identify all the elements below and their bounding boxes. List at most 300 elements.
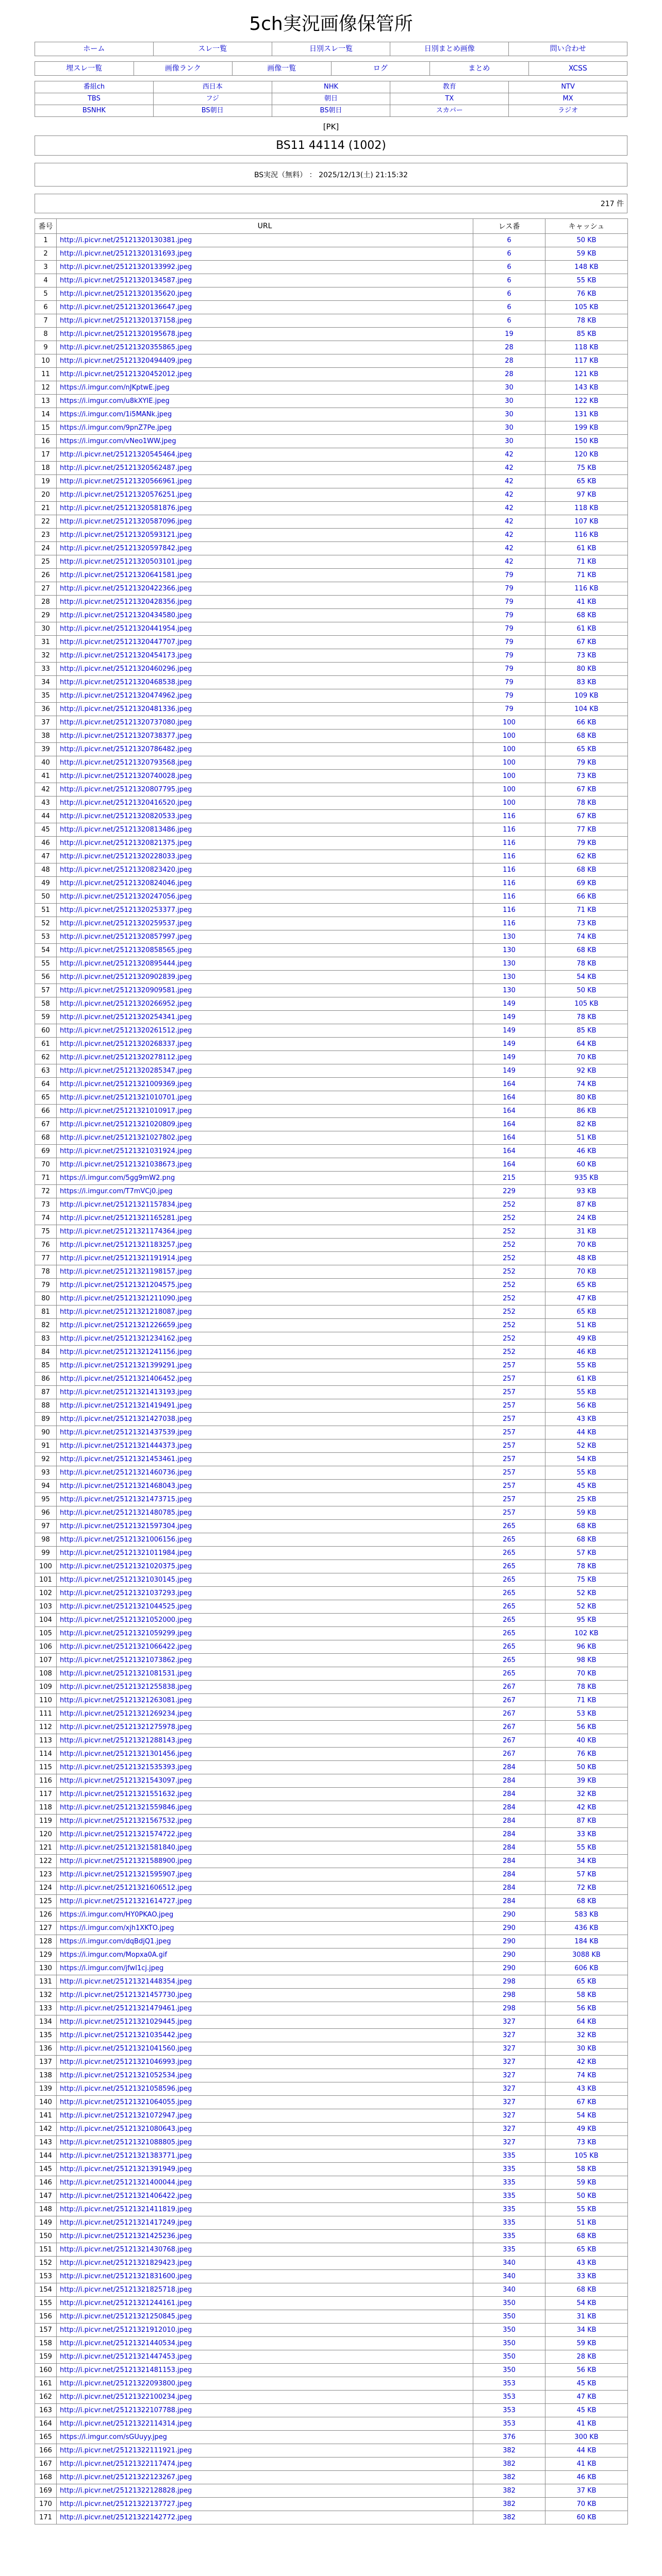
res-number-link[interactable]: 257 — [473, 1453, 545, 1466]
res-number-link[interactable]: 130 — [473, 944, 545, 957]
image-url-link[interactable]: http://i.picvr.net/25121320135620.jpeg — [60, 290, 192, 298]
cache-link[interactable]: 57 KB — [545, 1547, 628, 1560]
cache-link[interactable]: 65 KB — [545, 1975, 628, 1989]
cache-link[interactable]: 45 KB — [545, 1480, 628, 1493]
res-number-link[interactable]: 327 — [473, 2082, 545, 2096]
cache-link[interactable]: 78 KB — [545, 796, 628, 810]
res-number-link[interactable]: 265 — [473, 1573, 545, 1587]
res-number-link[interactable]: 265 — [473, 1587, 545, 1600]
res-number-link[interactable]: 257 — [473, 1480, 545, 1493]
image-url-link[interactable]: http://i.picvr.net/25121321080643.jpeg — [60, 2125, 192, 2133]
board-link[interactable]: BSNHK — [82, 107, 106, 114]
cache-link[interactable]: 3088 KB — [545, 1948, 628, 1962]
res-number-link[interactable]: 30 — [473, 421, 545, 435]
image-url-link[interactable]: http://i.picvr.net/25121321614727.jpeg — [60, 1897, 192, 1905]
cache-link[interactable]: 606 KB — [545, 1962, 628, 1975]
cache-link[interactable]: 61 KB — [545, 1372, 628, 1386]
nav-daily-threads-link[interactable]: 日別スレ一覧 — [309, 45, 353, 53]
cache-link[interactable]: 74 KB — [545, 930, 628, 944]
image-url-link[interactable]: http://i.picvr.net/25121320481336.jpeg — [60, 705, 192, 713]
cache-link[interactable]: 55 KB — [545, 1466, 628, 1480]
image-url-link[interactable]: http://i.picvr.net/25121321064055.jpeg — [60, 2098, 192, 2106]
cache-link[interactable]: 98 KB — [545, 1654, 628, 1667]
image-url-link[interactable]: http://i.picvr.net/25121320737080.jpeg — [60, 719, 192, 726]
cache-link[interactable]: 68 KB — [545, 609, 628, 622]
image-url-link[interactable]: http://i.picvr.net/25121320807795.jpeg — [60, 786, 192, 793]
res-number-link[interactable]: 100 — [473, 796, 545, 810]
cache-link[interactable]: 47 KB — [545, 1292, 628, 1306]
cache-link[interactable]: 68 KB — [545, 944, 628, 957]
res-number-link[interactable]: 252 — [473, 1212, 545, 1225]
image-url-link[interactable]: http://i.picvr.net/25121322123267.jpeg — [60, 2473, 192, 2481]
image-url-link[interactable]: http://i.picvr.net/25121321301456.jpeg — [60, 1750, 192, 1758]
res-number-link[interactable]: 265 — [473, 1560, 545, 1573]
cache-link[interactable]: 131 KB — [545, 408, 628, 421]
image-url-link[interactable]: https://i.imgur.com/1i5MANk.jpeg — [60, 411, 172, 418]
cache-link[interactable]: 42 KB — [545, 1801, 628, 1815]
cache-link[interactable]: 33 KB — [545, 2270, 628, 2283]
image-url-link[interactable]: http://i.picvr.net/25121321198157.jpeg — [60, 1268, 192, 1276]
res-number-link[interactable]: 265 — [473, 1533, 545, 1547]
cache-link[interactable]: 52 KB — [545, 1600, 628, 1614]
cache-link[interactable]: 92 KB — [545, 1064, 628, 1078]
image-url-link[interactable]: http://i.picvr.net/25121320247056.jpeg — [60, 893, 192, 901]
res-number-link[interactable]: 340 — [473, 2270, 545, 2283]
cache-link[interactable]: 56 KB — [545, 1721, 628, 1734]
cache-link[interactable]: 199 KB — [545, 421, 628, 435]
image-url-link[interactable]: http://i.picvr.net/25121321481153.jpeg — [60, 2366, 192, 2374]
cache-link[interactable]: 67 KB — [545, 783, 628, 796]
res-number-link[interactable]: 6 — [473, 261, 545, 274]
image-url-link[interactable]: http://i.picvr.net/25121320858565.jpeg — [60, 946, 192, 954]
res-number-link[interactable]: 116 — [473, 863, 545, 877]
cache-link[interactable]: 59 KB — [545, 1506, 628, 1520]
res-number-link[interactable]: 116 — [473, 877, 545, 890]
res-number-link[interactable]: 335 — [473, 2176, 545, 2190]
image-url-link[interactable]: http://i.picvr.net/25121321551632.jpeg — [60, 1790, 192, 1798]
image-url-link[interactable]: http://i.picvr.net/25121320266952.jpeg — [60, 1000, 192, 1008]
res-number-link[interactable]: 284 — [473, 1774, 545, 1788]
image-url-link[interactable]: http://i.picvr.net/25121320136647.jpeg — [60, 303, 192, 311]
res-number-link[interactable]: 382 — [473, 2498, 545, 2511]
image-url-link[interactable]: http://i.picvr.net/25121320460296.jpeg — [60, 665, 192, 673]
cache-link[interactable]: 33 KB — [545, 1828, 628, 1841]
res-number-link[interactable]: 382 — [473, 2511, 545, 2524]
res-number-link[interactable]: 79 — [473, 689, 545, 703]
image-url-link[interactable]: http://i.picvr.net/25121320452012.jpeg — [60, 370, 192, 378]
image-url-link[interactable]: http://i.picvr.net/25121322107788.jpeg — [60, 2406, 192, 2414]
image-url-link[interactable]: http://i.picvr.net/25121321030145.jpeg — [60, 1576, 192, 1584]
cache-link[interactable]: 47 KB — [545, 2391, 628, 2404]
res-number-link[interactable]: 257 — [473, 1426, 545, 1439]
res-number-link[interactable]: 79 — [473, 636, 545, 649]
cache-link[interactable]: 32 KB — [545, 2029, 628, 2042]
cache-link[interactable]: 143 KB — [545, 381, 628, 395]
image-url-link[interactable]: http://i.picvr.net/25121321073862.jpeg — [60, 1656, 192, 1664]
image-url-link[interactable]: https://i.imgur.com/9pnZ7Pe.jpeg — [60, 424, 172, 432]
image-url-link[interactable]: http://i.picvr.net/25121320253377.jpeg — [60, 906, 192, 914]
res-number-link[interactable]: 42 — [473, 542, 545, 555]
res-number-link[interactable]: 252 — [473, 1332, 545, 1346]
cache-link[interactable]: 50 KB — [545, 1761, 628, 1774]
cache-link[interactable]: 54 KB — [545, 2297, 628, 2310]
image-url-link[interactable]: http://i.picvr.net/25121320793568.jpeg — [60, 759, 192, 767]
res-number-link[interactable]: 6 — [473, 314, 545, 328]
cache-link[interactable]: 56 KB — [545, 1399, 628, 1413]
res-number-link[interactable]: 79 — [473, 622, 545, 636]
nav-thread-list-link[interactable]: スレ一覧 — [198, 45, 227, 53]
res-number-link[interactable]: 267 — [473, 1721, 545, 1734]
cache-link[interactable]: 73 KB — [545, 770, 628, 783]
image-url-link[interactable]: http://i.picvr.net/25121321457730.jpeg — [60, 1991, 192, 1999]
image-url-link[interactable]: https://i.imgur.com/sGUuyy.jpeg — [60, 2433, 167, 2441]
res-number-link[interactable]: 382 — [473, 2471, 545, 2484]
res-number-link[interactable]: 116 — [473, 837, 545, 850]
res-number-link[interactable]: 298 — [473, 2002, 545, 2015]
image-url-link[interactable]: http://i.picvr.net/25121322117474.jpeg — [60, 2460, 192, 2468]
image-url-link[interactable]: http://i.picvr.net/25121321399291.jpeg — [60, 1362, 192, 1369]
image-url-link[interactable]: http://i.picvr.net/25121321567532.jpeg — [60, 1817, 192, 1825]
cache-link[interactable]: 150 KB — [545, 435, 628, 448]
image-url-link[interactable]: http://i.picvr.net/25121321425236.jpeg — [60, 2232, 192, 2240]
cache-link[interactable]: 62 KB — [545, 850, 628, 863]
res-number-link[interactable]: 229 — [473, 1185, 545, 1198]
nav-image-rank-link[interactable]: 画像ランク — [164, 64, 201, 73]
res-number-link[interactable]: 252 — [473, 1252, 545, 1265]
cache-link[interactable]: 109 KB — [545, 689, 628, 703]
image-url-link[interactable]: http://i.picvr.net/25121322137727.jpeg — [60, 2500, 192, 2508]
res-number-link[interactable]: 164 — [473, 1145, 545, 1158]
cache-link[interactable]: 55 KB — [545, 274, 628, 287]
cache-link[interactable]: 95 KB — [545, 1614, 628, 1627]
cache-link[interactable]: 69 KB — [545, 877, 628, 890]
cache-link[interactable]: 70 KB — [545, 1051, 628, 1064]
image-url-link[interactable]: http://i.picvr.net/25121320824046.jpeg — [60, 879, 192, 887]
image-url-link[interactable]: http://i.picvr.net/25121321400044.jpeg — [60, 2179, 192, 2187]
res-number-link[interactable]: 335 — [473, 2243, 545, 2257]
cache-link[interactable]: 60 KB — [545, 2511, 628, 2524]
cache-link[interactable]: 45 KB — [545, 2404, 628, 2417]
image-url-link[interactable]: http://i.picvr.net/25121320738377.jpeg — [60, 732, 192, 740]
image-url-link[interactable]: http://i.picvr.net/25121321417249.jpeg — [60, 2219, 192, 2227]
image-url-link[interactable]: http://i.picvr.net/25121321059299.jpeg — [60, 1630, 192, 1637]
image-url-link[interactable]: http://i.picvr.net/25121320131693.jpeg — [60, 250, 192, 258]
cache-link[interactable]: 78 KB — [545, 1681, 628, 1694]
cache-link[interactable]: 74 KB — [545, 1078, 628, 1091]
cache-link[interactable]: 58 KB — [545, 2163, 628, 2176]
image-url-link[interactable]: http://i.picvr.net/25121320285347.jpeg — [60, 1067, 192, 1075]
res-number-link[interactable]: 290 — [473, 1908, 545, 1922]
cache-link[interactable]: 57 KB — [545, 1868, 628, 1882]
cache-link[interactable]: 71 KB — [545, 904, 628, 917]
nav-summary-link[interactable]: まとめ — [468, 64, 490, 73]
res-number-link[interactable]: 335 — [473, 2216, 545, 2230]
res-number-link[interactable]: 353 — [473, 2391, 545, 2404]
res-number-link[interactable]: 340 — [473, 2257, 545, 2270]
cache-link[interactable]: 74 KB — [545, 2069, 628, 2082]
image-url-link[interactable]: http://i.picvr.net/25121320134587.jpeg — [60, 277, 192, 284]
image-url-link[interactable]: http://i.picvr.net/25121320254341.jpeg — [60, 1013, 192, 1021]
res-number-link[interactable]: 252 — [473, 1225, 545, 1239]
res-number-link[interactable]: 130 — [473, 930, 545, 944]
res-number-link[interactable]: 290 — [473, 1962, 545, 1975]
cache-link[interactable]: 65 KB — [545, 743, 628, 756]
cache-link[interactable]: 75 KB — [545, 1573, 628, 1587]
cache-link[interactable]: 40 KB — [545, 1734, 628, 1748]
cache-link[interactable]: 31 KB — [545, 2310, 628, 2324]
cache-link[interactable]: 73 KB — [545, 2136, 628, 2149]
image-url-link[interactable]: http://i.picvr.net/25121321052000.jpeg — [60, 1616, 192, 1624]
image-url-link[interactable]: http://i.picvr.net/25121321066422.jpeg — [60, 1643, 192, 1651]
nav-contact-link[interactable]: 問い合わせ — [550, 45, 586, 53]
cache-link[interactable]: 102 KB — [545, 1627, 628, 1640]
image-url-link[interactable]: http://i.picvr.net/25121320786482.jpeg — [60, 745, 192, 753]
image-url-link[interactable]: http://i.picvr.net/25121320641581.jpeg — [60, 571, 192, 579]
image-url-link[interactable]: http://i.picvr.net/25121322111921.jpeg — [60, 2447, 192, 2454]
res-number-link[interactable]: 30 — [473, 435, 545, 448]
cache-link[interactable]: 87 KB — [545, 1815, 628, 1828]
image-url-link[interactable]: http://i.picvr.net/25121321031924.jpeg — [60, 1147, 192, 1155]
res-number-link[interactable]: 257 — [473, 1372, 545, 1386]
image-url-link[interactable]: http://i.picvr.net/25121321174364.jpeg — [60, 1228, 192, 1235]
image-url-link[interactable]: http://i.picvr.net/25121321037293.jpeg — [60, 1589, 192, 1597]
res-number-link[interactable]: 6 — [473, 247, 545, 261]
cache-link[interactable]: 52 KB — [545, 1587, 628, 1600]
res-number-link[interactable]: 6 — [473, 274, 545, 287]
image-url-link[interactable]: http://i.picvr.net/25121320597842.jpeg — [60, 545, 192, 552]
res-number-link[interactable]: 284 — [473, 1815, 545, 1828]
image-url-link[interactable]: http://i.picvr.net/25121321574722.jpeg — [60, 1831, 192, 1838]
cache-link[interactable]: 68 KB — [545, 1520, 628, 1533]
cache-link[interactable]: 46 KB — [545, 1346, 628, 1359]
cache-link[interactable]: 65 KB — [545, 1279, 628, 1292]
image-url-link[interactable]: https://i.imgur.com/vNeo1WW.jpeg — [60, 437, 176, 445]
res-number-link[interactable]: 252 — [473, 1279, 545, 1292]
nav-log-link[interactable]: ログ — [373, 64, 388, 73]
image-url-link[interactable]: http://i.picvr.net/25121321041560.jpeg — [60, 2045, 192, 2053]
cache-link[interactable]: 41 KB — [545, 2458, 628, 2471]
res-number-link[interactable]: 130 — [473, 971, 545, 984]
image-url-link[interactable]: http://i.picvr.net/25121321447453.jpeg — [60, 2353, 192, 2361]
res-number-link[interactable]: 265 — [473, 1600, 545, 1614]
cache-link[interactable]: 121 KB — [545, 368, 628, 381]
board-link[interactable]: NTV — [561, 83, 575, 91]
cache-link[interactable]: 53 KB — [545, 1707, 628, 1721]
cache-link[interactable]: 32 KB — [545, 1788, 628, 1801]
cache-link[interactable]: 59 KB — [545, 2176, 628, 2190]
image-url-link[interactable]: http://i.picvr.net/25121321006156.jpeg — [60, 1536, 192, 1544]
image-url-link[interactable]: https://i.imgur.com/u8kXYIE.jpeg — [60, 397, 170, 405]
nav-home-link[interactable]: ホーム — [83, 45, 105, 53]
res-number-link[interactable]: 335 — [473, 2190, 545, 2203]
image-url-link[interactable]: http://i.picvr.net/25121321088805.jpeg — [60, 2139, 192, 2146]
image-url-link[interactable]: http://i.picvr.net/25121321440534.jpeg — [60, 2340, 192, 2347]
res-number-link[interactable]: 116 — [473, 904, 545, 917]
image-url-link[interactable]: http://i.picvr.net/25121321453461.jpeg — [60, 1455, 192, 1463]
cache-link[interactable]: 44 KB — [545, 1426, 628, 1439]
res-number-link[interactable]: 79 — [473, 649, 545, 663]
res-number-link[interactable]: 265 — [473, 1520, 545, 1533]
image-url-link[interactable]: https://i.imgur.com/HY0PKAO.jpeg — [60, 1911, 174, 1919]
cache-link[interactable]: 70 KB — [545, 1239, 628, 1252]
image-url-link[interactable]: http://i.picvr.net/25121320278112.jpeg — [60, 1054, 192, 1061]
image-url-link[interactable]: http://i.picvr.net/25121321912010.jpeg — [60, 2326, 192, 2334]
image-url-link[interactable]: http://i.picvr.net/25121320545464.jpeg — [60, 451, 192, 459]
cache-link[interactable]: 50 KB — [545, 2190, 628, 2203]
image-url-link[interactable]: https://i.imgur.com/nJKptwE.jpeg — [60, 384, 170, 392]
res-number-link[interactable]: 284 — [473, 1788, 545, 1801]
cache-link[interactable]: 43 KB — [545, 2082, 628, 2096]
res-number-link[interactable]: 290 — [473, 1922, 545, 1935]
cache-link[interactable]: 148 KB — [545, 261, 628, 274]
cache-link[interactable]: 105 KB — [545, 2149, 628, 2163]
image-url-link[interactable]: http://i.picvr.net/25121321831600.jpeg — [60, 2273, 192, 2280]
cache-link[interactable]: 82 KB — [545, 1118, 628, 1131]
image-url-link[interactable]: http://i.picvr.net/25121321288143.jpeg — [60, 1737, 192, 1744]
res-number-link[interactable]: 257 — [473, 1386, 545, 1399]
image-url-link[interactable]: http://i.picvr.net/25121320133992.jpeg — [60, 263, 192, 271]
image-url-link[interactable]: http://i.picvr.net/25121321263081.jpeg — [60, 1697, 192, 1704]
cache-link[interactable]: 935 KB — [545, 1172, 628, 1185]
res-number-link[interactable]: 6 — [473, 287, 545, 301]
res-number-link[interactable]: 350 — [473, 2350, 545, 2364]
cache-link[interactable]: 54 KB — [545, 2109, 628, 2123]
res-number-link[interactable]: 252 — [473, 1198, 545, 1212]
cache-link[interactable]: 104 KB — [545, 703, 628, 716]
res-number-link[interactable]: 284 — [473, 1882, 545, 1895]
image-url-link[interactable]: http://i.picvr.net/25121321479461.jpeg — [60, 2005, 192, 2012]
res-number-link[interactable]: 116 — [473, 810, 545, 823]
res-number-link[interactable]: 149 — [473, 1024, 545, 1038]
cache-link[interactable]: 67 KB — [545, 2096, 628, 2109]
res-number-link[interactable]: 42 — [473, 555, 545, 569]
res-number-link[interactable]: 267 — [473, 1734, 545, 1748]
image-url-link[interactable]: https://i.imgur.com/xjh1XKTO.jpeg — [60, 1924, 174, 1932]
res-number-link[interactable]: 350 — [473, 2337, 545, 2350]
res-number-link[interactable]: 79 — [473, 703, 545, 716]
image-url-link[interactable]: http://i.picvr.net/25121321244161.jpeg — [60, 2299, 192, 2307]
res-number-link[interactable]: 327 — [473, 2109, 545, 2123]
image-url-link[interactable]: http://i.picvr.net/25121322114314.jpeg — [60, 2420, 192, 2428]
res-number-link[interactable]: 257 — [473, 1399, 545, 1413]
image-url-link[interactable]: http://i.picvr.net/25121320821375.jpeg — [60, 839, 192, 847]
image-url-link[interactable]: http://i.picvr.net/25121320857997.jpeg — [60, 933, 192, 941]
res-number-link[interactable]: 265 — [473, 1654, 545, 1667]
res-number-link[interactable]: 267 — [473, 1681, 545, 1694]
image-url-link[interactable]: http://i.picvr.net/25121320820533.jpeg — [60, 812, 192, 820]
image-url-link[interactable]: http://i.picvr.net/25121321427038.jpeg — [60, 1415, 192, 1423]
image-url-link[interactable]: https://i.imgur.com/dqBdjQ1.jpeg — [60, 1938, 171, 1945]
image-url-link[interactable]: http://i.picvr.net/25121321595907.jpeg — [60, 1871, 192, 1878]
cache-link[interactable]: 105 KB — [545, 301, 628, 314]
cache-link[interactable]: 65 KB — [545, 2243, 628, 2257]
res-number-link[interactable]: 267 — [473, 1748, 545, 1761]
cache-link[interactable]: 50 KB — [545, 234, 628, 247]
board-link[interactable]: ラジオ — [558, 107, 578, 114]
image-url-link[interactable]: http://i.picvr.net/25121320566961.jpeg — [60, 478, 192, 485]
image-url-link[interactable]: http://i.picvr.net/25121321829423.jpeg — [60, 2259, 192, 2267]
res-number-link[interactable]: 79 — [473, 676, 545, 689]
cache-link[interactable]: 54 KB — [545, 971, 628, 984]
cache-link[interactable]: 31 KB — [545, 1225, 628, 1239]
image-url-link[interactable]: http://i.picvr.net/25121321027802.jpeg — [60, 1134, 192, 1142]
image-url-link[interactable]: http://i.picvr.net/25121321250845.jpeg — [60, 2313, 192, 2320]
cache-link[interactable]: 120 KB — [545, 448, 628, 462]
res-number-link[interactable]: 116 — [473, 890, 545, 904]
cache-link[interactable]: 30 KB — [545, 2042, 628, 2056]
image-url-link[interactable]: http://i.picvr.net/25121320468538.jpeg — [60, 679, 192, 686]
cache-link[interactable]: 64 KB — [545, 1038, 628, 1051]
image-url-link[interactable]: http://i.picvr.net/25121320130381.jpeg — [60, 236, 192, 244]
image-url-link[interactable]: http://i.picvr.net/25121320261512.jpeg — [60, 1027, 192, 1035]
res-number-link[interactable]: 382 — [473, 2484, 545, 2498]
cache-link[interactable]: 43 KB — [545, 1413, 628, 1426]
cache-link[interactable]: 68 KB — [545, 2283, 628, 2297]
image-url-link[interactable]: http://i.picvr.net/25121321430768.jpeg — [60, 2246, 192, 2253]
image-url-link[interactable]: http://i.picvr.net/25121321010917.jpeg — [60, 1107, 192, 1115]
cache-link[interactable]: 85 KB — [545, 1024, 628, 1038]
image-url-link[interactable]: http://i.picvr.net/25121320909581.jpeg — [60, 987, 192, 994]
cache-link[interactable]: 70 KB — [545, 2498, 628, 2511]
image-url-link[interactable]: http://i.picvr.net/25121322142772.jpeg — [60, 2514, 192, 2521]
res-number-link[interactable]: 267 — [473, 1707, 545, 1721]
cache-link[interactable]: 78 KB — [545, 1011, 628, 1024]
image-url-link[interactable]: http://i.picvr.net/25121322128828.jpeg — [60, 2487, 192, 2495]
res-number-link[interactable]: 6 — [473, 301, 545, 314]
res-number-link[interactable]: 30 — [473, 395, 545, 408]
image-url-link[interactable]: http://i.picvr.net/25121321460736.jpeg — [60, 1469, 192, 1477]
res-number-link[interactable]: 335 — [473, 2203, 545, 2216]
res-number-link[interactable]: 42 — [473, 488, 545, 502]
res-number-link[interactable]: 284 — [473, 1868, 545, 1882]
res-number-link[interactable]: 298 — [473, 1989, 545, 2002]
res-number-link[interactable]: 350 — [473, 2324, 545, 2337]
cache-link[interactable]: 68 KB — [545, 2230, 628, 2243]
cache-link[interactable]: 107 KB — [545, 515, 628, 529]
cache-link[interactable]: 68 KB — [545, 1533, 628, 1547]
image-url-link[interactable]: http://i.picvr.net/25121320355865.jpeg — [60, 344, 192, 351]
image-url-link[interactable]: http://i.picvr.net/25121320454173.jpeg — [60, 652, 192, 659]
image-url-link[interactable]: http://i.picvr.net/25121321444373.jpeg — [60, 1442, 192, 1450]
res-number-link[interactable]: 252 — [473, 1319, 545, 1332]
cache-link[interactable]: 105 KB — [545, 997, 628, 1011]
cache-link[interactable]: 52 KB — [545, 1439, 628, 1453]
cache-link[interactable]: 93 KB — [545, 1185, 628, 1198]
res-number-link[interactable]: 100 — [473, 730, 545, 743]
image-url-link[interactable]: http://i.picvr.net/25121321226659.jpeg — [60, 1321, 192, 1329]
image-url-link[interactable]: http://i.picvr.net/25121320576251.jpeg — [60, 491, 192, 499]
res-number-link[interactable]: 42 — [473, 448, 545, 462]
cache-link[interactable]: 68 KB — [545, 1895, 628, 1908]
cache-link[interactable]: 72 KB — [545, 1882, 628, 1895]
cache-link[interactable]: 68 KB — [545, 730, 628, 743]
res-number-link[interactable]: 42 — [473, 475, 545, 488]
cache-link[interactable]: 87 KB — [545, 1198, 628, 1212]
nav-image-list-link[interactable]: 画像一覧 — [267, 64, 296, 73]
cache-link[interactable]: 55 KB — [545, 1841, 628, 1855]
cache-link[interactable]: 83 KB — [545, 676, 628, 689]
nav-daily-images-link[interactable]: 日別まとめ画像 — [424, 45, 475, 53]
res-number-link[interactable]: 382 — [473, 2458, 545, 2471]
res-number-link[interactable]: 265 — [473, 1627, 545, 1640]
image-url-link[interactable]: http://i.picvr.net/25121321010701.jpeg — [60, 1094, 192, 1101]
cache-link[interactable]: 73 KB — [545, 917, 628, 930]
res-number-link[interactable]: 257 — [473, 1506, 545, 1520]
cache-link[interactable]: 70 KB — [545, 1667, 628, 1681]
res-number-link[interactable]: 327 — [473, 2096, 545, 2109]
image-url-link[interactable]: http://i.picvr.net/25121320902839.jpeg — [60, 973, 192, 981]
image-url-link[interactable]: https://i.imgur.com/T7mVCj0.jpeg — [60, 1188, 173, 1195]
